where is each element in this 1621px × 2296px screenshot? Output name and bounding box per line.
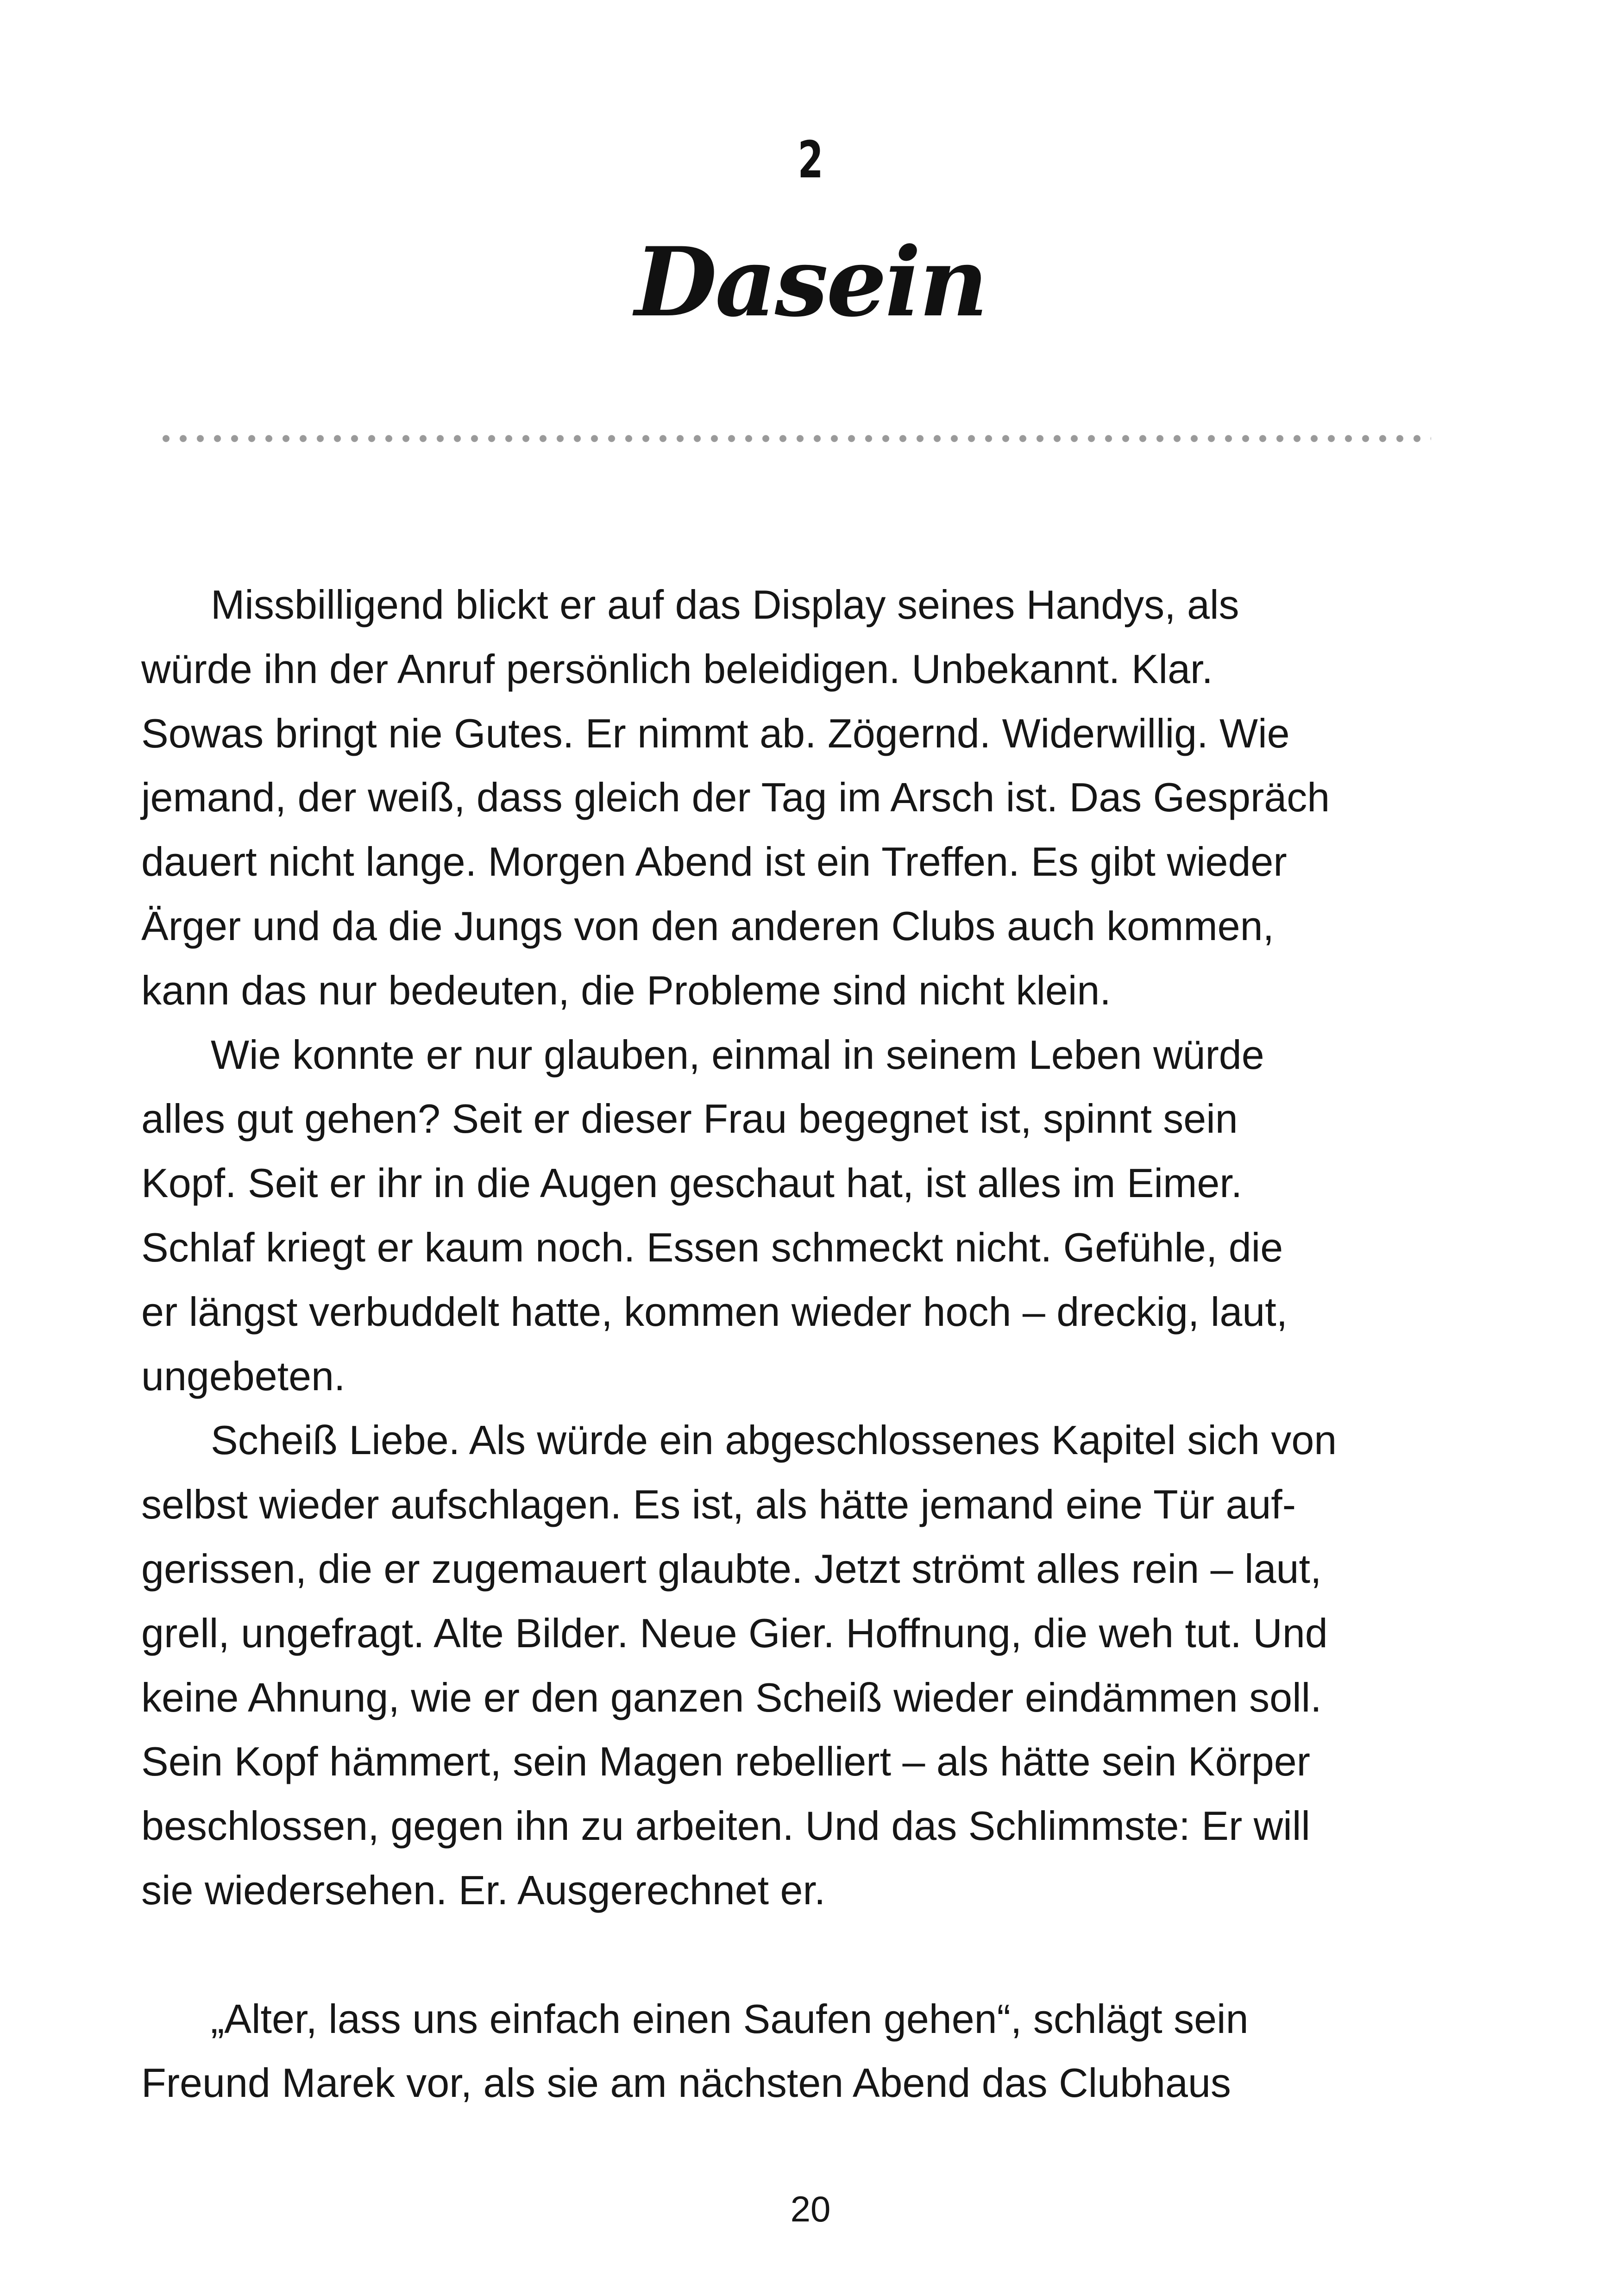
text-line: Missbilligend blickt er auf das Display seines Handys, als xyxy=(211,582,1239,627)
text-line: würde ihn der Anruf persönlich beleidigen. Unbekannt. Klar. xyxy=(141,646,1213,692)
text-line: gerissen, die er zugemauert glaubte. Jetzt strömt alles rein – laut, xyxy=(141,1545,1322,1592)
text-line: ungebeten. xyxy=(141,1353,346,1399)
text-line: Ärger und da die Jungs von den anderen Clubs auch kommen, xyxy=(141,903,1274,949)
text-line: jemand, der weiß, dass gleich der Tag im Arsch ist. Das Gespräch xyxy=(141,774,1330,821)
text-line: beschlossen, gegen ihn zu arbeiten. Und das Schlimmste: Er will xyxy=(141,1803,1310,1849)
page-number: 20 xyxy=(790,2189,831,2229)
text-line: dauert nicht lange. Morgen Abend ist ein Treffen. Es gibt wieder xyxy=(141,839,1287,885)
text-line: Freund Marek vor, als sie am nächsten Abend das Clubhaus xyxy=(141,2060,1231,2106)
dotted-divider xyxy=(157,434,1431,443)
paragraph xyxy=(141,1408,1484,1922)
section-break xyxy=(141,1923,1484,1987)
paragraph xyxy=(141,1987,1484,2116)
text-line: alles gut gehen? Seit er dieser Frau begegnet ist, spinnt sein xyxy=(141,1096,1238,1142)
chapter-title: Dasein xyxy=(635,227,986,338)
text-line: Schlaf kriegt er kaum noch. Essen schmeckt nicht. Gefühle, die xyxy=(141,1224,1283,1270)
chapter-number: 2 xyxy=(798,130,823,189)
text-line: selbst wieder aufschlagen. Es ist, als hätte jemand eine Tür auf- xyxy=(141,1481,1296,1528)
text-line: sie wiedersehen. Er. Ausgerechnet er. xyxy=(141,1867,826,1913)
text-line: keine Ahnung, wie er den ganzen Scheiß wieder eindämmen soll. xyxy=(141,1674,1322,1720)
text-line: grell, ungefragt. Alte Bilder. Neue Gier. Hoffnung, die weh tut. Und xyxy=(141,1610,1328,1656)
paragraph xyxy=(141,1023,1484,1409)
text-line: kann das nur bedeuten, die Probleme sind nicht klein. xyxy=(141,967,1111,1013)
text-line: Kopf. Seit er ihr in die Augen geschaut hat, ist alles im Eimer. xyxy=(141,1160,1243,1206)
text-line: Scheiß Liebe. Als würde ein abgeschlossenes Kapitel sich von xyxy=(211,1417,1337,1463)
chapter-body xyxy=(141,573,1484,2115)
text-line: Wie konnte er nur glauben, einmal in seinem Leben würde xyxy=(211,1031,1264,1078)
text-line: „Alter, lass uns einfach einen Saufen gehen“, schlägt sein xyxy=(211,1995,1249,2042)
text-line: Sein Kopf hämmert, sein Magen rebelliert – als hätte sein Körper xyxy=(141,1738,1310,1785)
text-line: Sowas bringt nie Gutes. Er nimmt ab. Zögernd. Widerwillig. Wie xyxy=(141,710,1290,756)
paragraph xyxy=(141,573,1484,1023)
text-line: er längst verbuddelt hatte, kommen wieder hoch – dreckig, laut, xyxy=(141,1288,1288,1335)
